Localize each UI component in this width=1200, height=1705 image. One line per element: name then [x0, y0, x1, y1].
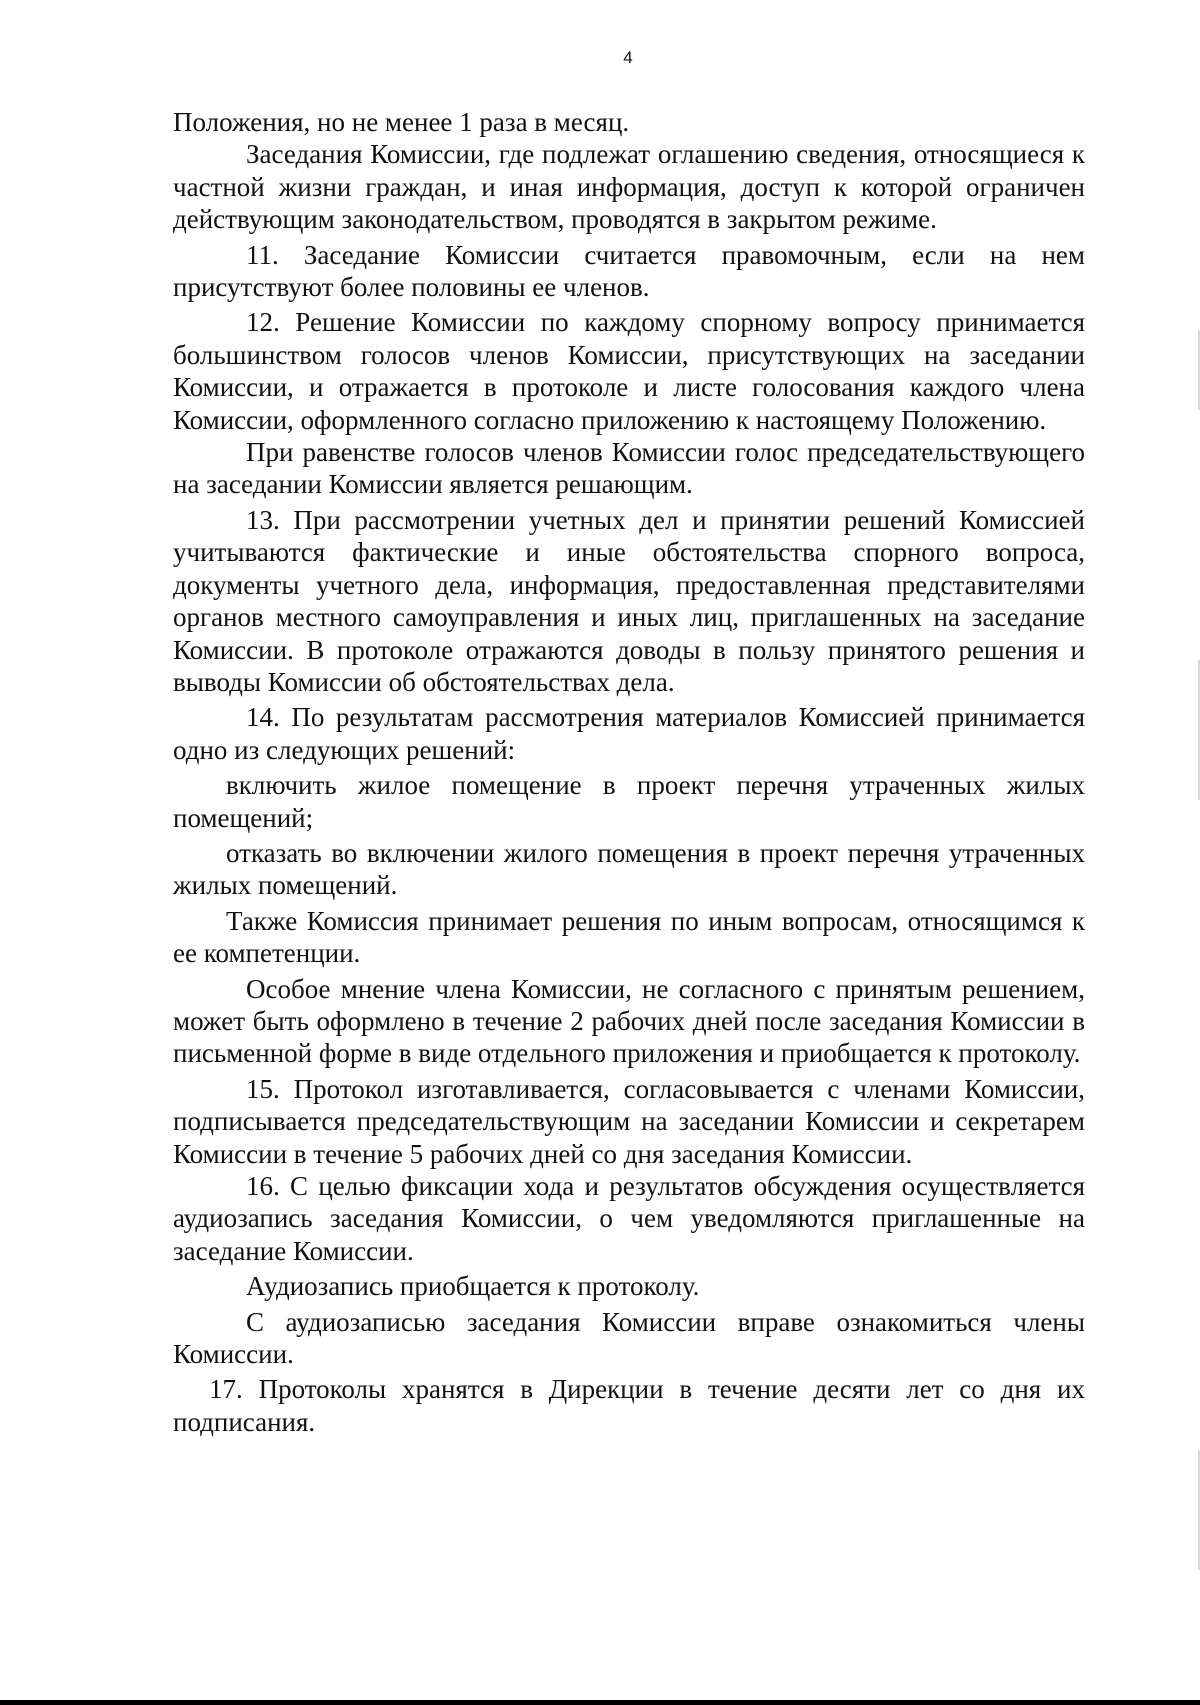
document-body: [173, 106, 1085, 1438]
paragraph-audio-attached: Аудиозапись приобщается к протоколу.: [246, 1271, 700, 1302]
paragraph-item-12: 12. Решение Комиссии по каждому спорному вопросу принимается большинством голосов членов Комиссии, присутствующих на заседании Комиссии, и отражается в протоколе и листе голосования каждого члена Комиссии, оформленного согласно приложению к настоящему Положению.: [173, 307, 1085, 435]
paragraph-tie-vote: При равенстве голосов членов Комиссии голос председательствующего на заседании Комиссии является решающим.: [173, 437, 1085, 500]
paragraph-decision-include: включить жилое помещение в проект перечня утраченных жилых помещений;: [173, 770, 1085, 833]
paragraph-audio-access: С аудиозаписью заседания Комиссии вправе ознакомиться члены Комиссии.: [173, 1306, 1085, 1370]
paragraph-item-17: 17. Протоколы хранятся в Дирекции в течение десяти лет со дня их подписания.: [173, 1374, 1085, 1437]
paragraph-item-11: 11. Заседание Комиссии считается правомочным, если на нем присутствуют более половины ее членов.: [173, 239, 1085, 303]
paragraph-other-matters: Также Комиссия принимает решения по иным вопросам, относящимся к ее компетенции.: [173, 905, 1085, 969]
paragraph-item-13: 13. При рассмотрении учетных дел и принятии решений Комиссией учитываются фактические и иные обстоятельства спорного вопроса, документы учетного дела, информация, предоставленная представителями органов местного самоуправления и иных лиц, приглашенных на заседание Комиссии. В протоколе отражаются доводы в пользу принятого решения и выводы Комиссии об обстоятельствах дела.: [173, 504, 1085, 697]
paragraph-dissenting-opinion: Особое мнение члена Комиссии, не согласного с принятым решением, может быть оформлено в течение 2 рабочих дней после заседания Комиссии в письменной форме в виде отдельного приложения и приобщается к протоколу.: [173, 973, 1085, 1069]
paragraph-item-14: 14. По результатам рассмотрения материалов Комиссией принимается одно из следующих решений:: [173, 702, 1085, 765]
scan-bottom-border: [0, 1700, 1200, 1705]
page-number: 4: [623, 48, 633, 67]
paragraph-decision-refuse: отказать во включении жилого помещения в проект перечня утраченных жилых помещений.: [173, 837, 1085, 901]
paragraph-continuation: Положения, но не менее 1 раза в месяц.: [173, 107, 630, 137]
paragraph-item-15: 15. Протокол изготавливается, согласовывается с членами Комиссии, подписывается председательствующим на заседании Комиссии и секретарем Комиссии в течение 5 рабочих дней со дня заседания Комиссии.: [173, 1073, 1085, 1169]
paragraph-closed-session: Заседания Комиссии, где подлежат оглашению сведения, относящиеся к частной жизни граждан, и иная информация, доступ к которой ограничен действующим законодательством, проводятся в закрытом режиме.: [173, 139, 1085, 235]
paragraph-item-16: 16. С целью фиксации хода и результатов обсуждения осуществляется аудиозапись заседания Комиссии, о чем уведомляются приглашенные на заседание Комиссии.: [173, 1171, 1085, 1266]
